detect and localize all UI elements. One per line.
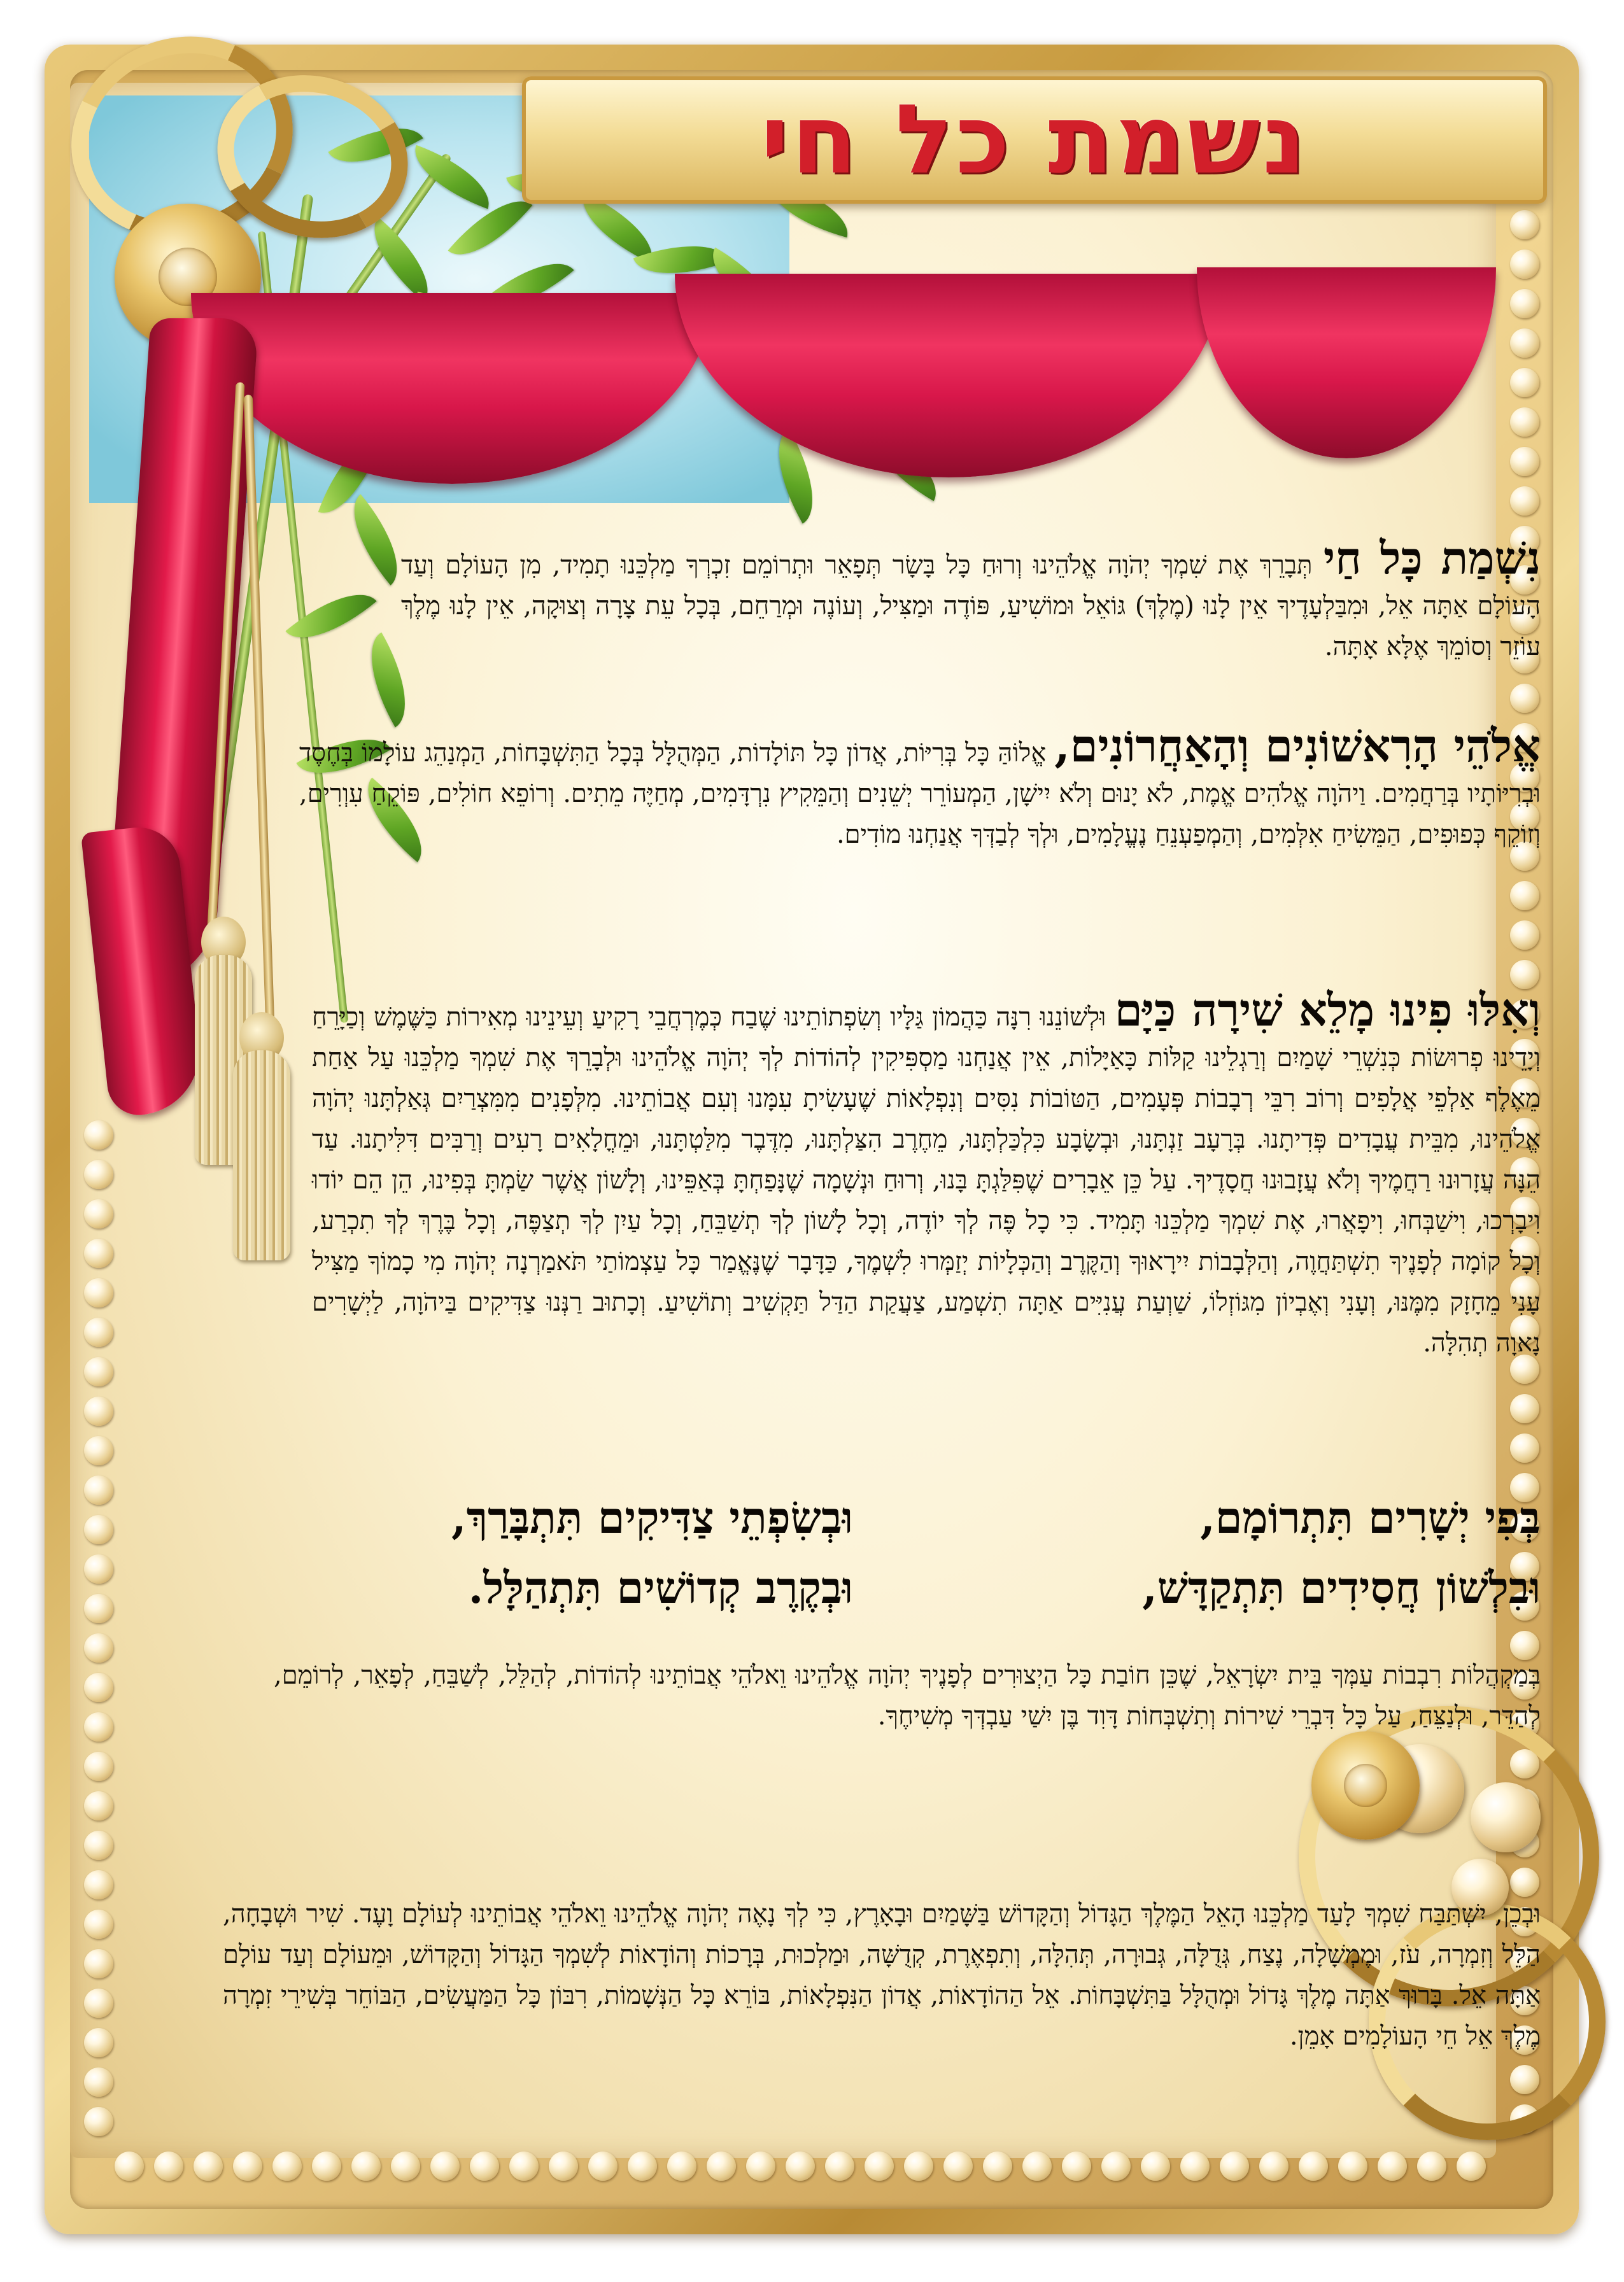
pearl-icon <box>84 1160 113 1189</box>
pearl-icon <box>549 2152 578 2181</box>
pearl-icon <box>84 1515 113 1544</box>
pearl-icon <box>1510 328 1539 358</box>
pearl-icon <box>154 2152 183 2181</box>
paragraph-text: בְּמַקְהֲלוֹת רִבְבוֹת עַמְּךָ בֵּית יִשְׂרָאֵל, שֶׁכֵּן חוֹבַת כָּל הַיְצוּרִים לְפָנֶיךָ יְהֹוָה אֱלֹהֵינוּ וֵאלֹהֵי אֲבוֹתֵינוּ לְהוֹדוֹת, לְהַלֵּל, לְשַׁבֵּחַ, לְפָאֵר, לְרוֹמֵם, לְהַדֵּר, וּלְנַצֵּחַ, עַל כָּל דִּבְרֵי שִׁירוֹת וְתִשְׁבְּחוֹת דָּוִד בֶּן יִשַׁי עַבְדְּךָ מְשִׁיחֶךָ. <box>274 1661 1541 1731</box>
paragraph-elohei <box>299 719 1541 855</box>
pearl-icon <box>84 1791 113 1821</box>
pearl-icon <box>943 2152 973 2181</box>
pearl-icon <box>1510 289 1539 318</box>
paragraph-text: וּבְכֵן, יִשְׁתַּבַּח שִׁמְךָ לָעַד מַלְכֵּנוּ הָאֵל הַמֶּלֶךְ הַגָּדוֹל וְהַקָּדוֹשׁ בַּשָּׁמַיִם וּבָאָרֶץ, כִּי לְךָ נָאֶה יְהֹוָה אֱלֹהֵינוּ וֵאלֹהֵי אֲבוֹתֵינוּ לְעוֹלָם וָעֶד. שִׁיר וּשְׁבָחָה, הַלֵּל וְזִמְרָה, עֹז, וּמֶמְשָׁלָה, נֶצַח, גְּדֻלָּה, גְּבוּרָה, תְּהִלָּה, וְתִפְאֶרֶת, קְדֻשָּׁה, וּמַלְכוּת, בְּרָכוֹת וְהוֹדָאוֹת לְשִׁמְךָ הַגָּדוֹל וְהַקָּדוֹשׁ, וּמֵעוֹלָם וְעַד עוֹלָם אַתָּה אֵל. בָּרוּךְ אַתָּה מֶלֶךְ גָּדוֹל וּמְהֻלָּל בַּתִּשְׁבָּחוֹת. אֵל הַהוֹדָאוֹת, אֲדוֹן הַנִּפְלָאוֹת, בּוֹרֵא כָּל הַנְּשָׁמוֹת, רִבּוֹן כָּל הַמַּעֲשִׂים, הַבּוֹחֵר בְּשִׁירֵי זִמְרָה מֶלֶךְ אֵל חֵי הָעוֹלָמִים אָמֵן. <box>223 1899 1541 2051</box>
pearl-icon <box>904 2152 933 2181</box>
pearl-icon <box>1510 1433 1539 1463</box>
pearl-icon <box>84 1752 113 1781</box>
pearl-icon <box>865 2152 894 2181</box>
pearl-icon <box>84 1870 113 1899</box>
pearl-icon <box>84 1476 113 1505</box>
paragraph-uvchen <box>223 1894 1541 2057</box>
pearl-icon <box>1180 2152 1210 2181</box>
pearl-icon <box>84 1436 113 1465</box>
pearl-icon <box>84 1949 113 1978</box>
pearl-icon <box>1510 407 1539 437</box>
title-banner <box>522 76 1547 204</box>
pearl-icon <box>84 1989 113 2018</box>
pearl-icon <box>84 2028 113 2057</box>
pearl-icon <box>1510 250 1539 279</box>
pearl-icon <box>825 2152 854 2181</box>
pearl-icon <box>84 1397 113 1426</box>
paragraph-bemakhalot <box>274 1655 1541 1736</box>
pearl-icon <box>84 1633 113 1663</box>
pearl-icon <box>509 2152 539 2181</box>
pearl-icon <box>1510 684 1539 713</box>
paragraph-text: וּלְשׁוֹנֵנוּ רִנָּה כַּהֲמוֹן גַּלָּיו וְשִׂפְתוֹתֵינוּ שֶׁבַח כְּמֶרְחֲבֵי רָקִיעַ וְעֵינֵינוּ מְאִירוֹת כַּשֶּׁמֶשׁ וְכַיָּרֵחַ וְיָדֵינוּ פְרוּשׂוֹת כְּנִשְׁרֵי שָׁמַיִם וְרַגְלֵינוּ קַלּוֹת כָּאַיָּלוֹת, אֵין אֲנַחְנוּ מַסְפִּיקִין לְהוֹדוֹת לְךָ יְהֹוָה אֱלֹהֵינוּ וּלְבָרֵךְ אֶת שִׁמְךָ מַלְכֵּנוּ עַל אַחַת מֵאֶלֶף אַלְפֵי אֲלָפִים וְרוֹב רִבֵּי רְבָבוֹת פְּעָמִים, הַטּוֹבוֹת נִסִּים וְנִפְלָאוֹת שֶׁעָשִׂיתָ עִמָּנוּ וְעִם אֲבוֹתֵינוּ. מִלְּפָנִים מִמִּצְרַיִם גְּאַלְתָּנוּ יְהֹוָה אֱלֹהֵינוּ, מִבֵּית עֲבָדִים פְּדִיתָנוּ. בְּרָעָב זַנְתָּנוּ, וּבְשָׂבָע כִּלְכַּלְתָּנוּ, מֵחֶרֶב הִצַּלְתָּנוּ, מִדֶּבֶר מִלַּטְתָּנוּ, וּמֵחֳלָאִים רָעִים וְרַבִּים דִּלִּיתָנוּ. עַד הֵנָּה עֲזָרוּנוּ רַחֲמֶיךָ וְלֹא עֲזָבוּנוּ חֲסָדֶיךָ. עַל כֵּן אֵבָרִים שֶׁפִּלַּגְתָּ בָּנוּ, וְרוּחַ וּנְשָׁמָה שֶׁנָּפַחְתָּ בְּאַפֵּינוּ, וְלָשׁוֹן אֲשֶׁר שַׂמְתָּ בְּפִינוּ, הֵן הֵם יוֹדוּ וִיבָרְכוּ, וִישַׁבְּחוּ, וִיפָאֲרוּ, אֶת שִׁמְךָ מַלְכֵּנוּ תָּמִיד. כִּי כָל פֶּה לְךָ יוֹדֶה, וְכָל לָשׁוֹן לְךָ תְשַׁבֵּחַ, וְכָל עַיִן לְךָ תְצַפֶּה, וְכָל בֶּרֶךְ לְךָ תִכְרַע, וְכָל קוֹמָה לְפָנֶיךָ תִשְׁתַּחֲוֶה, וְהַלְּבָבוֹת יִירָאוּךָ וְהַקֶּרֶב וְהַכְּלָיוֹת יְזַמְּרוּ לִשְׁמֶךָ, כַּדָּבָר שֶׁנֶּאֱמַר כָּל עַצְמוֹתַי תֹּאמַרְנָה יְהֹוָה מִי כָמוֹךָ מַצִּיל עָנִי מֵחָזָק מִמֶּנּוּ, וְעָנִי וְאֶבְיוֹן מִגּוֹזְלוֹ, שַׁוְעַת עֲנִיִּים אַתָּה תִשְׁמַע, צַעֲקַת הַדַּל תַּקְשִׁיב וְתוֹשִׁיעַ. וְכָתוּב רַנְּנוּ צַדִּיקִים בַּיהֹוָה, לַיְשָׁרִים נָאוָה תְהִלָּה. <box>312 1003 1541 1358</box>
pearl-icon <box>1510 486 1539 516</box>
pearl-icon <box>84 1673 113 1702</box>
page-title: נשמת כל חי <box>760 85 1309 195</box>
pearl-icon <box>667 2152 696 2181</box>
verse-line: בְּפִי יְשָׁרִים תִּתְרוֹמָם, <box>1200 1493 1541 1544</box>
rosette-ornament-icon <box>1311 1731 1420 1840</box>
pearl-icon <box>1510 447 1539 476</box>
pearl-icon <box>1141 2152 1170 2181</box>
paragraph-nishmat <box>401 532 1541 667</box>
pearl-icon <box>1471 1782 1541 1852</box>
pearl-icon <box>707 2152 736 2181</box>
paragraph-text: אֱלוֹהַּ כָּל בְּרִיּוֹת, אֲדוֹן כָּל תּוֹלָדוֹת, הַמְּהֻלָּל בְּכָל הַתִּשְׁבָּחוֹת, הַמְנַהֵג עוֹלָמוֹ בְּחֶסֶד וּבְרִיּוֹתָיו בְּרַחֲמִים. וַיהֹוָה אֱלֹהִים אֱמֶת, לֹא יָנוּם וְלֹא יִישָׁן, הַמְעוֹרֵר יְשֵׁנִים וְהַמֵּקִיץ נִרְדָּמִים, מְחַיֶּה מֵתִים. וְרוֹפֵא חוֹלִים, פּוֹקֵחַ עִוְרִים, וְזוֹקֵף כְּפוּפִים, הַמֵּשִׂיחַ אִלְּמִים, וְהַמְפַעְנֵחַ נֶעֱלָמִים, וּלְךָ לְבַדְּךָ אֲנַחְנוּ מוֹדִים. <box>299 738 1541 849</box>
pearl-icon <box>588 2152 618 2181</box>
pearl-icon <box>115 2152 144 2181</box>
pearl-icon <box>84 2107 113 2136</box>
pearl-icon <box>1299 2152 1328 2181</box>
pearl-icon <box>1510 368 1539 397</box>
pearl-icon <box>84 1594 113 1623</box>
pearl-icon <box>1338 2152 1367 2181</box>
pearl-icon <box>84 2067 113 2097</box>
verse-left-column <box>293 1483 853 1623</box>
tassel-icon <box>233 1050 290 1260</box>
pearl-icon <box>1259 2152 1289 2181</box>
pearl-icon <box>194 2152 223 2181</box>
pearl-icon <box>84 1239 113 1268</box>
pearl-icon <box>1510 881 1539 910</box>
pearl-icon <box>84 1712 113 1742</box>
pearl-icon <box>1417 2152 1446 2181</box>
pearl-icon <box>1510 210 1539 239</box>
pearl-icon <box>1062 2152 1091 2181</box>
verse-right-column <box>866 1483 1541 1623</box>
verse-line: וּבִלְשׁוֹן חֲסִידִים תִּתְקַדָּשׁ, <box>1142 1563 1541 1614</box>
pearl-icon <box>1220 2152 1249 2181</box>
paragraph-lead: נִשְׁמַת כָּל חַי <box>1323 532 1541 584</box>
pearl-icon <box>84 1318 113 1347</box>
verse-line: וּבְקֶרֶב קְדוֹשִׁים תִּתְהַלָּל. <box>468 1563 853 1614</box>
pearl-icon <box>746 2152 775 2181</box>
pearl-icon <box>983 2152 1012 2181</box>
pearl-icon <box>1022 2152 1052 2181</box>
pearl-icon <box>391 2152 420 2181</box>
paragraph-lead: וְאִלּוּ פִינוּ מָלֵא שִׁירָה כַּיָּם <box>1114 983 1541 1036</box>
pearl-icon <box>84 1554 113 1584</box>
verse-line: וּבְשִׂפְתֵי צַדִּיקִים תִּתְבָּרַךְ, <box>451 1493 853 1544</box>
paragraph-text: תְּבָרֵךְ אֶת שִׁמְךָ יְהֹוָה אֱלֹהֵינוּ וְרוּחַ כָּל בָּשָׂר תְּפָאֵר וּתְרוֹמֵם זִכְרְךָ מַלְכֵּנוּ תָמִיד, מִן הָעוֹלָם וְעַד הָעוֹלָם אַתָּה אֵל, וּמִבַּלְעָדֶיךָ אֵין לָנוּ (מֶלֶךְ) גּוֹאֵל וּמוֹשִׁיעַ, פּוֹדֶה וּמַצִּיל, וְעוֹנֶה וּמְרַחֵם, בְּכָל עֵת צָרָה וְצוּקָה, אֵין לָנוּ מֶלֶךְ עוֹזֵר וְסוֹמֵךְ אֶלָּא אָתָּה. <box>401 551 1541 661</box>
pearl-icon <box>470 2152 499 2181</box>
pearl-icon <box>1510 920 1539 950</box>
pearl-icon <box>1457 2152 1486 2181</box>
pearl-icon <box>786 2152 815 2181</box>
pearl-icon <box>84 1831 113 1860</box>
pearl-icon <box>351 2152 381 2181</box>
pearl-icon <box>1101 2152 1131 2181</box>
pearl-icon <box>84 1278 113 1307</box>
pearl-icon <box>430 2152 460 2181</box>
pearl-icon <box>233 2152 262 2181</box>
pearl-icon <box>84 1357 113 1386</box>
pearl-icon <box>84 1199 113 1229</box>
pearl-icon <box>1378 2152 1407 2181</box>
pearl-icon <box>312 2152 341 2181</box>
paragraph-lead: אֱלֹהֵי הָרִאשׁוֹנִים וְהָאַחֲרוֹנִים, <box>1054 719 1541 772</box>
pearl-icon <box>84 1910 113 1939</box>
pearl-icon <box>1510 1394 1539 1423</box>
pearl-icon <box>272 2152 302 2181</box>
paragraph-veilu <box>312 983 1541 1363</box>
pearl-icon <box>84 1120 113 1150</box>
pearl-icon <box>628 2152 657 2181</box>
